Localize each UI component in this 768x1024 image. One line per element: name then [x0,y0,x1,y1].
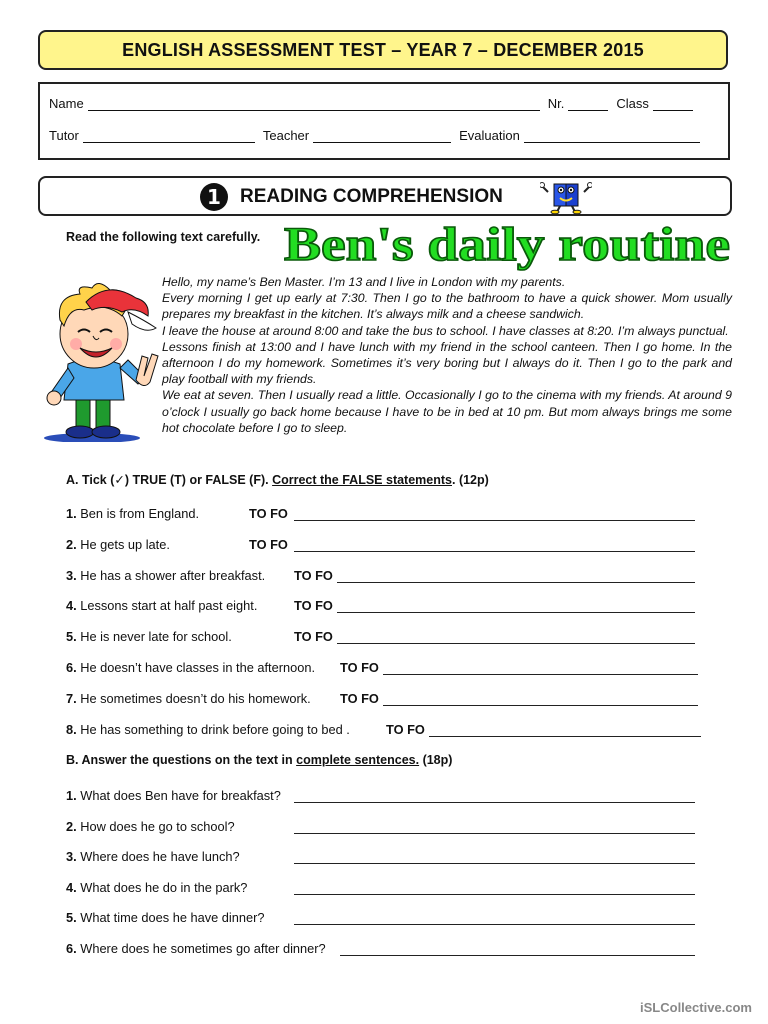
part-b-title [66,753,452,767]
question [66,880,247,895]
question-number: 1. [66,788,77,803]
true-false-options[interactable]: TO FO [294,598,333,613]
statement-number: 5. [66,629,77,644]
true-false-options[interactable]: TO FO [294,568,333,583]
statement-text: He has something to drink before going to bed . [76,722,350,737]
answer-line[interactable] [294,894,695,895]
tf-statement [66,722,350,737]
statement-text: He gets up late. [76,537,170,552]
statement-number: 3. [66,568,77,583]
evaluation-blank[interactable] [524,130,700,143]
part-b-title-underlined: complete sentences. [296,753,420,767]
question [66,910,265,925]
part-a-title [66,472,489,487]
question-text: What time does he have dinner? [76,910,265,925]
class-blank[interactable] [653,98,693,111]
question-text: How does he go to school? [76,819,235,834]
correction-line[interactable] [294,551,695,552]
true-false-options[interactable]: TO FO [249,506,288,521]
correction-line[interactable] [337,612,695,613]
tutor-blank[interactable] [83,130,255,143]
teacher-label: Teacher [262,128,310,143]
statement-text: He doesn’t have classes in the afternoon. [76,660,315,675]
story-text [162,274,732,436]
answer-line[interactable] [294,802,695,803]
nr-blank[interactable] [568,98,608,111]
question-number: 5. [66,910,77,925]
reading-instruction: Read the following text carefully. [66,230,261,244]
tf-statement [66,691,311,706]
statement-number: 8. [66,722,77,737]
story-paragraph: Hello, my name’s Ben Master. I’m 13 and I live in London with my parents. [162,275,566,289]
correction-line[interactable] [337,643,695,644]
part-a-title-pre: A. Tick (✓) TRUE (T) or FALSE (F). [66,473,273,487]
statement-text: Lessons start at half past eight. [76,598,258,613]
correction-line[interactable] [383,705,698,706]
tf-statement [66,660,315,675]
statement-text: He has a shower after breakfast. [76,568,266,583]
correction-line[interactable] [383,674,698,675]
info-row-tutor [49,128,719,143]
story-title-text: Ben's daily routine [284,218,730,271]
question-text: What does he do in the park? [76,880,248,895]
answer-line[interactable] [294,863,695,864]
nr-label: Nr. [547,96,565,111]
question-number: 4. [66,880,77,895]
info-row-name [49,96,719,111]
statement-text: He is never late for school. [76,629,232,644]
section-number-badge: 1 [200,183,228,211]
test-title-banner [38,30,728,70]
part-a-title-post: . (12p) [452,473,489,487]
answer-line[interactable] [294,924,695,925]
question [66,788,281,803]
true-false-options[interactable]: TO FO [386,722,425,737]
true-false-options[interactable]: TO FO [340,691,379,706]
answer-line[interactable] [294,833,695,834]
story-paragraph: Lessons finish at 13:00 and I have lunch with my friend in the school canteen. Then I go home. In the afternoon I do my homework. Sometimes it’s very boring but I always do it. Then I go to the park and play football with my friends. [162,339,732,387]
story-title [282,216,732,272]
tf-statement [66,598,257,613]
correction-line[interactable] [337,582,695,583]
statement-number: 6. [66,660,77,675]
part-b-title-pre: B. Answer the questions on the text in [66,753,297,767]
student-info-box [38,82,730,160]
question-number: 3. [66,849,77,864]
question-number: 2. [66,819,77,834]
tf-statement [66,568,265,583]
question-text: Where does he have lunch? [76,849,240,864]
book-mascot-icon [540,178,592,214]
story-paragraph: We eat at seven. Then I usually read a little. Occasionally I go to the cinema with my friends. At around 9 o’clock I usually go back home because I have to be in bed at 10 pm. But mom always brings me some hot chocolate before I go to sleep. [162,388,732,435]
question [66,941,326,956]
true-false-options[interactable]: TO FO [249,537,288,552]
statement-number: 7. [66,691,77,706]
section-header [38,176,732,216]
question-text: Where does he sometimes go after dinner? [76,941,326,956]
question-number: 6. [66,941,77,956]
tutor-label: Tutor [49,128,79,143]
name-blank[interactable] [88,98,540,111]
part-b-title-post: (18p) [419,753,453,767]
test-title: ENGLISH ASSESSMENT TEST – YEAR 7 – DECEMBER 2015 [122,39,644,60]
watermark: iSLCollective.com [640,1000,752,1015]
part-a-title-underlined: Correct the FALSE statements [272,473,452,487]
tf-statement [66,629,232,644]
correction-line[interactable] [429,736,701,737]
question [66,819,235,834]
true-false-options[interactable]: TO FO [294,629,333,644]
tf-statement [66,537,170,552]
question [66,849,240,864]
statement-number: 1. [66,506,77,521]
class-label: Class [616,96,649,111]
statement-number: 2. [66,537,77,552]
boy-illustration [36,276,160,442]
story-paragraph: I leave the house at around 8:00 and take the bus to school. I have classes at 8:20. I’m always punctual. [162,323,729,338]
statement-number: 4. [66,598,77,613]
name-label: Name [49,96,84,111]
story-paragraph: Every morning I get up early at 7:30. Then I go to the bathroom to have a quick shower. Mom usually prepares my breakfast in the kitchen. It’s always milk and a cheese sandwich. [162,291,732,322]
teacher-blank[interactable] [313,130,451,143]
answer-line[interactable] [340,955,695,956]
question-text: What does Ben have for breakfast? [76,788,281,803]
evaluation-label: Evaluation [459,128,520,143]
tf-statement [66,506,199,521]
correction-line[interactable] [294,520,695,521]
section-title: READING COMPREHENSION [240,186,503,207]
true-false-options[interactable]: TO FO [340,660,379,675]
statement-text: He sometimes doesn’t do his homework. [76,691,311,706]
statement-text: Ben is from England. [76,506,200,521]
